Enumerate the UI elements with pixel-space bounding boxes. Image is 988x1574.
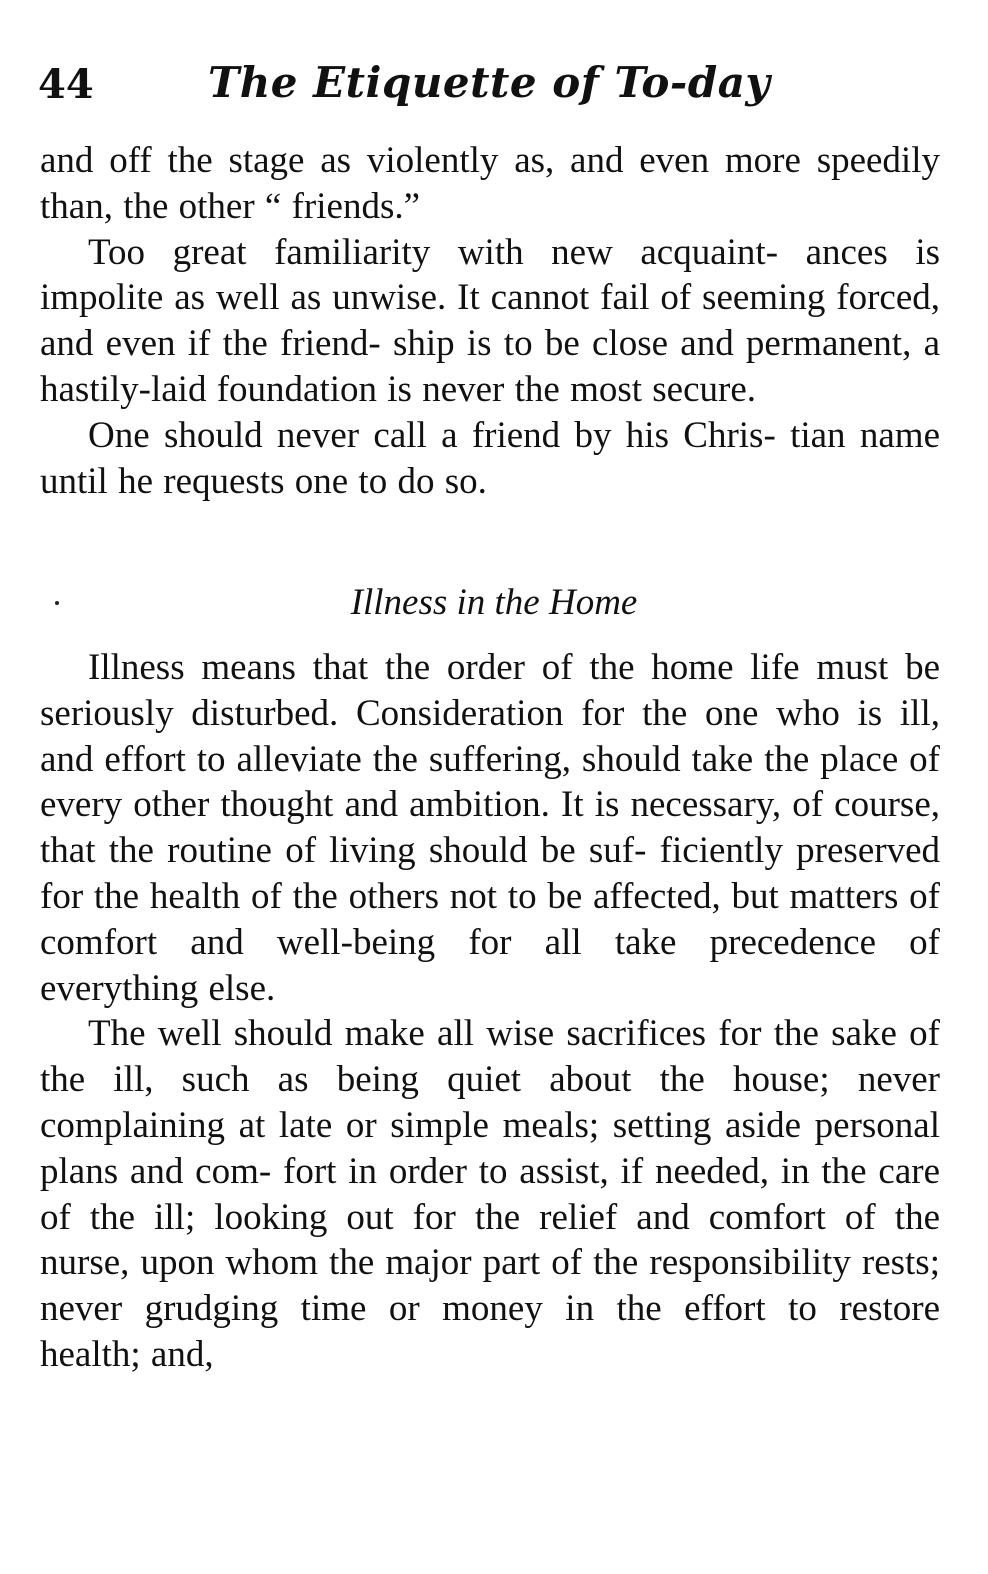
text-block-top [40,138,940,504]
running-header [38,58,938,114]
paragraph-familiarity: Too great familiarity with new acquaint- ances is impolite as well as unwise. It cannot fail of seeming forced, and even if the friend- ship is to be close and permanent, a hastily-laid foundation is never the most secure. [40,231,940,410]
page-number: 44 [38,61,94,108]
paragraph-illness: Illness means that the order of the home life must be seriously disturbed. Consideration for the one who is ill, and effort to alleviate the suffering, should take the place of every other thought and ambition. It is necessary, of course, that the routine of living should be suf- ficiently preserved for the health of the others not to be affected, but matters of comfort and well-being for all take precedence of everything else. [40,647,940,1009]
section-heading: Illness in the Home [350,582,638,623]
paragraph-sacrifices: The well should make all wise sacrifices for the sake of the ill, such as being quiet about the house; never complaining at late or simple meals; setting aside personal plans and com- fort in order to assist, if needed, in the care of the ill; looking out for the relief and comfort of the nurse, upon whom the major part of the responsibility rests; never grudging time or money in the effort to restore health; and, [40,1013,940,1375]
text-block-bottom [40,645,940,1378]
paragraph-christian-name: One should never call a friend by his Chris- tian name until he requests one to do so. [40,414,940,502]
paragraph-continuation: and off the stage as violently as, and even more speedily than, the other “ friends.” [40,140,940,227]
running-title: The Etiquette of To-day [208,58,771,107]
